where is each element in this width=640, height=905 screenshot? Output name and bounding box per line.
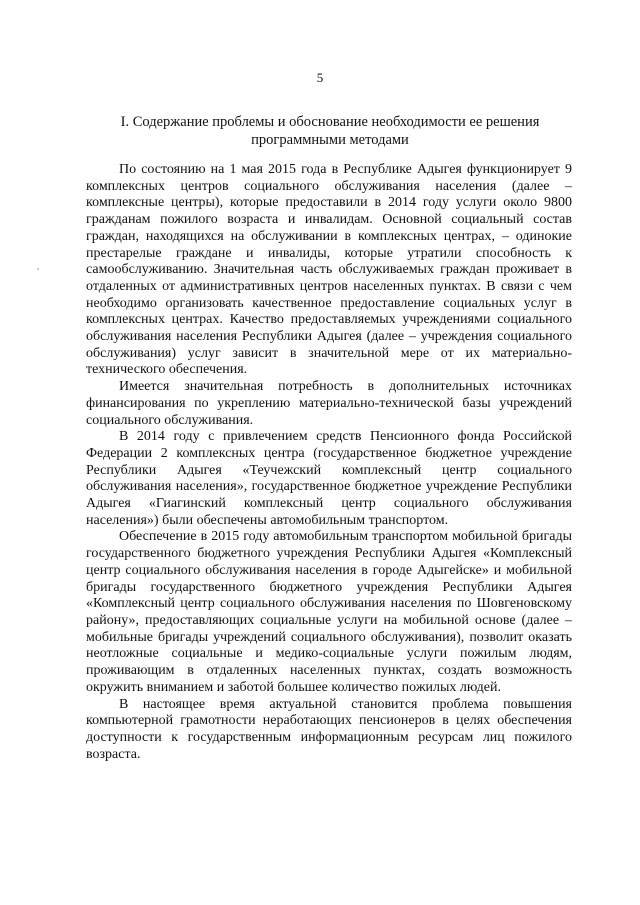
- paragraph-1: По состоянию на 1 мая 2015 года в Республике Адыгея функционирует 9 комплексных центров социального обслуживания населения (далее – комплексные центры), которые предоставили в 2014 году услуги около 9800 гражданам пожилого возраста и инвалидам. Основной социальный состав граждан, находящихся на обслуживании в комплексных центрах, – одинокие престарелые граждане и инвалиды, которые утратили способность к самообслуживанию. Значительная часть обслуживаемых граждан проживает в отдаленных от административных центров населенных пунктах. В связи с чем необходимо организовать качественное предоставление социальных услуг в комплексных центрах. Качество предоставляемых учреждениями социального обслуживания населения Республики Адыгея (далее – учреждения социального обслуживания) услуг зависит в значительной мере от их материально-технического обеспечения.: [86, 162, 572, 378]
- page-number: 5: [316, 70, 324, 85]
- body-text: [86, 162, 572, 763]
- section-heading: I. Содержание проблемы и обоснование необходимости ее решения программными методами: [120, 114, 540, 148]
- scan-artifact: [37, 268, 39, 270]
- paragraph-3: В 2014 году с привлечением средств Пенсионного фонда Российской Федерации 2 комплексных центра (государственное бюджетное учреждение Республики Адыгея «Теучежский комплексный центр социального обслуживания населения», государственное бюджетное учреждение Республики Адыгея «Гиагинский комплексный центр социального обслуживания населения») были обеспечены автомобильным транспортом.: [86, 429, 572, 528]
- paragraph-5: В настоящее время актуальной становится проблема повышения компьютерной грамотности неработающих пенсионеров в целях обеспечения доступности к государственным информационным ресурсам лиц пожилого возраста.: [86, 696, 572, 762]
- paragraph-4: Обеспечение в 2015 году автомобильным транспортом мобильной бригады государственного бюджетного учреждения Республики Адыгея «Комплексный центр социального обслуживания населения в городе Адыгейске» и мобильной бригады государственного бюджетного учреждения Республики Адыгея «Комплексный центр социального обслуживания населения по Шовгеновскому району», предоставляющих социальные услуги на мобильной основе (далее – мобильные бригады учреждений социального обслуживания), позволит оказать неотложные социальные и медико-социальные услуги пожилым людям, проживающим в отдаленных населенных пунктах, создать возможность окружить вниманием и заботой большее количество пожилых людей.: [86, 529, 572, 695]
- paragraph-2: Имеется значительная потребность в дополнительных источниках финансирования по укреплению материально-технической базы учреждений социального обслуживания.: [86, 379, 572, 428]
